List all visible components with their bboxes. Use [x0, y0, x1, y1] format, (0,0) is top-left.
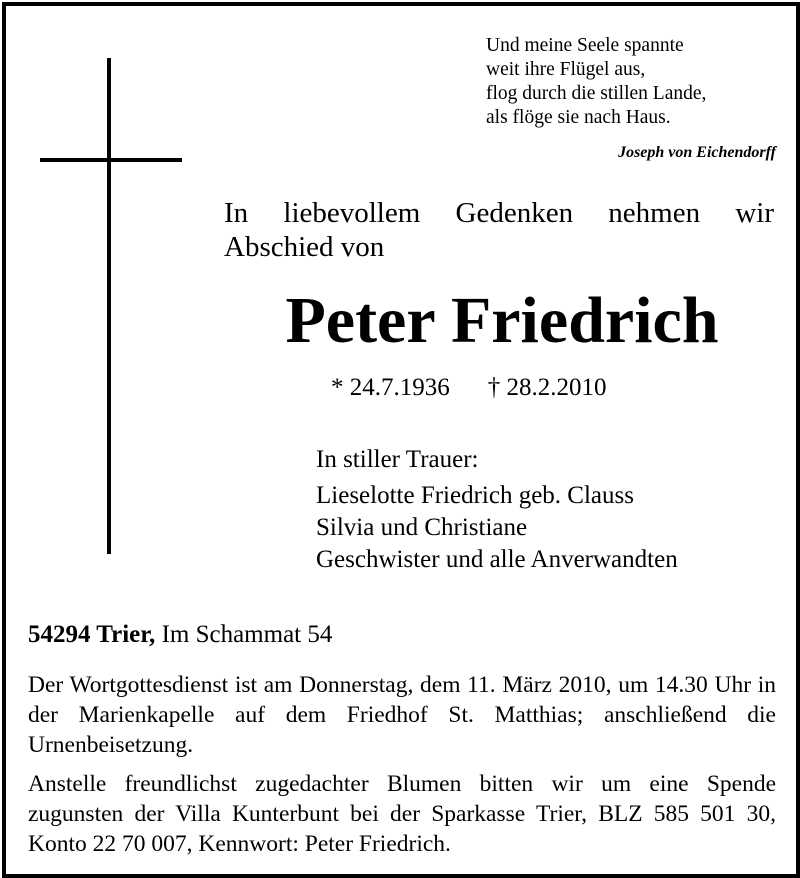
intro-line-1: [224, 196, 774, 230]
address-street: Im Schammat 54: [161, 621, 333, 648]
obituary-notice: [2, 2, 800, 878]
poem-author: Joseph von Eichendorff: [618, 144, 776, 161]
intro-word: nehmen: [608, 197, 701, 229]
intro-word: liebevollem: [283, 197, 421, 229]
address: [28, 619, 788, 651]
service-paragraph: Der Wortgottesdienst ist am Donnerstag, dem 11. März 2010, um 14.30 Uhr in der Marienkapelle auf dem Friedhof St. Matthias; anschließend die Urnenbeisetzung.: [28, 672, 776, 758]
mourner-name: Silvia und Christiane: [316, 514, 528, 541]
mourner-name: Geschwister und alle Anverwandten: [316, 546, 678, 573]
poem-line: als flöge sie nach Haus.: [486, 107, 671, 128]
deceased-name: Peter Friedrich: [285, 284, 719, 357]
poem: [486, 34, 776, 130]
intro-line-2: Abschied von: [224, 231, 385, 263]
address-city: 54294 Trier,: [28, 621, 156, 648]
intro-word: Gedenken: [455, 197, 574, 229]
mourner-name: Lieselotte Friedrich geb. Clauss: [316, 482, 634, 509]
mourners: [316, 444, 786, 576]
poem-line: weit ihre Flügel aus,: [486, 59, 646, 80]
mourners-heading: In stiller Trauer:: [316, 446, 479, 473]
cross-icon-horizontal-bar: [40, 158, 182, 162]
intro-word: wir: [735, 197, 774, 229]
life-dates: [331, 372, 731, 404]
birth-date: * 24.7.1936: [331, 374, 450, 401]
poem-line: Und meine Seele spannte: [486, 35, 684, 56]
intro-word: In: [224, 197, 249, 229]
intro-text: [224, 196, 774, 264]
donation-paragraph: Anstelle freundlichst zugedachter Blumen bitten wir um eine Spende zugunsten der Villa Kunterbunt bei der Sparkasse Trier, BLZ 585 501 30, Konto 22 70 007, Kennwort: Peter Friedrich.: [28, 771, 776, 857]
death-date: † 28.2.2010: [487, 374, 607, 401]
poem-line: flog durch die stillen Lande,: [486, 83, 707, 104]
